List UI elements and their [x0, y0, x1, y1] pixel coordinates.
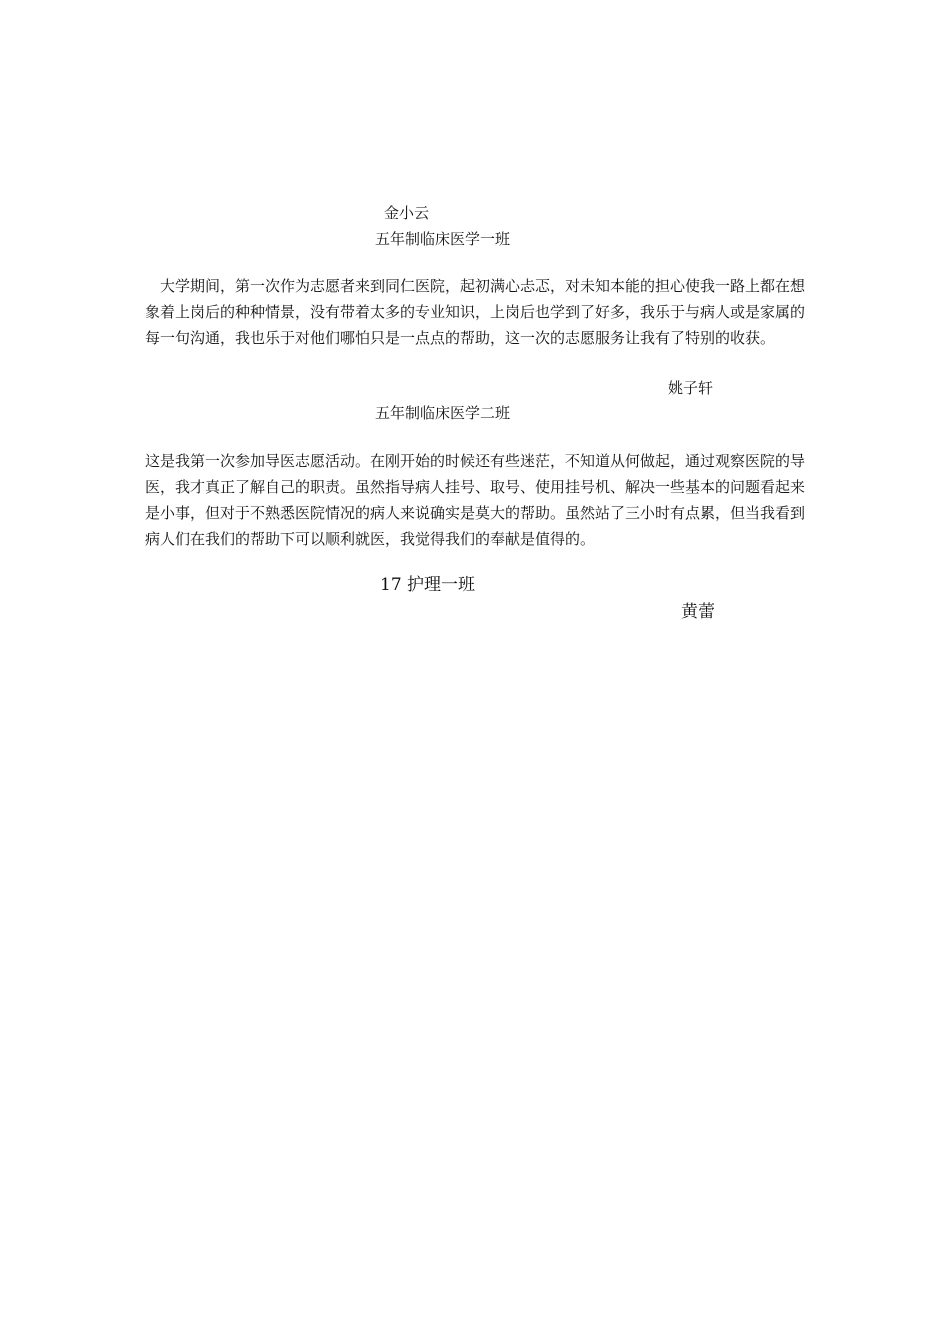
reflection-paragraph-1: 大学期间，第一次作为志愿者来到同仁医院，起初满心忐忑，对未知本能的担心使我一路上都在想象着上岗后的种种情景，没有带着太多的专业知识，上岗后也学到了好多，我乐于与病人或是家属的每一句沟通，我也乐于对他们哪怕只是一点点的帮助，这一次的志愿服务让我有了特别的收获。: [145, 277, 806, 347]
author-name-2: 姚子轩: [668, 379, 714, 397]
author-class-1: 五年制临床医学一班: [375, 230, 511, 248]
reflection-paragraph-2: 这是我第一次参加导医志愿活动。在刚开始的时候还有些迷茫，不知道从何做起，通过观察医院的导医，我才真正了解自己的职责。虽然指导病人挂号、取号、使用挂号机、解决一些基本的问题看起来是小事，但对于不熟悉医院情况的病人来说确实是莫大的帮助。虽然站了三小时有点累，但当我看到病人们在我们的帮助下可以顺利就医，我觉得我们的奉献是值得的。: [145, 452, 806, 548]
author-name-1: 金小云: [384, 204, 430, 222]
author-name-3: 黄蕾: [681, 602, 715, 622]
author-class-2: 五年制临床医学二班: [375, 404, 511, 422]
author-class-3: 17 护理一班: [380, 575, 476, 595]
